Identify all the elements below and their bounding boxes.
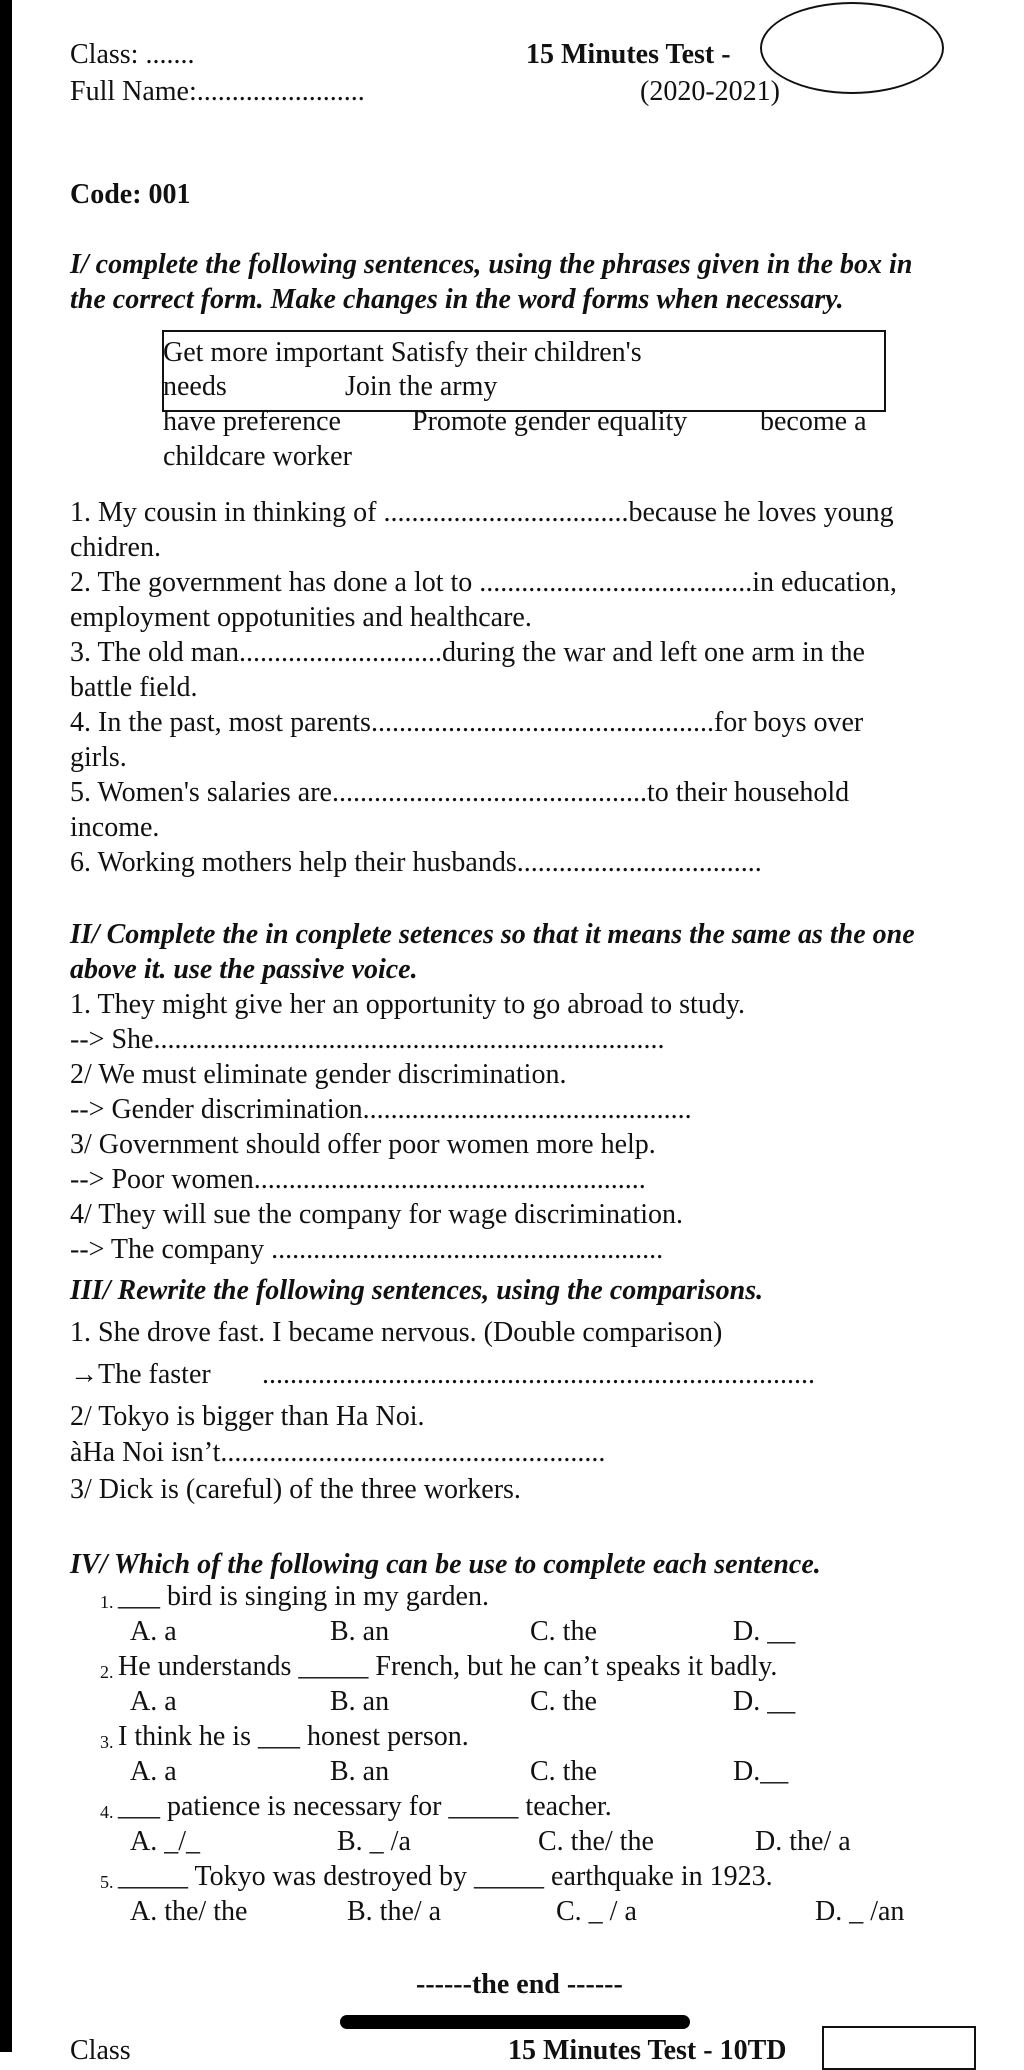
mc-q3-number: 3. [100,1732,114,1752]
mc-q1-option-a: A. a [130,1616,177,1647]
part2-q4: 4/ They will sue the company for wage discrimination. [70,1199,684,1230]
part1-q4-cont: girls. [70,742,127,773]
part2-instruction-line1: II/ Complete the in conplete setences so that it means the same as the one [70,919,915,950]
part2-a1: --> She......................................................................... [70,1024,665,1055]
mc-q2-text: He understands _____ French, but he can’t speaks it badly. [118,1651,778,1682]
part1-instruction-line2: the correct form. Make changes in the word forms when necessary. [70,284,844,315]
mc-q1-text: ___ bird is singing in my garden. [118,1581,489,1612]
mc-q2-number: 2. [100,1662,114,1682]
next-page-score-box [822,2026,976,2070]
part1-q3: 3. The old man.............................during the war and left one arm in the [70,637,865,668]
part2-a3: --> Poor women........................................................ [70,1164,646,1195]
mc-q3-option-c: C. the [530,1756,597,1787]
part3-q3: 3/ Dick is (careful) of the three workers. [70,1474,521,1505]
mc-q5-option-c: C. _ / a [556,1896,637,1927]
part1-q3-cont: battle field. [70,672,198,703]
phrase-below-3: become a [760,406,867,437]
part3-instruction: III/ Rewrite the following sentences, using the comparisons. [70,1275,764,1306]
the-end: ------the end ------ [416,1969,623,2000]
part1-q1: 1. My cousin in thinking of ...................................because he loves young [70,497,894,528]
part2-q1: 1. They might give her an opportunity to go abroad to study. [70,989,746,1020]
mc-q1-option-d: D. __ [733,1616,796,1647]
mc-q3-option-b: B. an [330,1756,390,1787]
part3-q2: 2/ Tokyo is bigger than Ha Noi. [70,1401,425,1432]
next-page-class-peek: Class [70,2035,131,2066]
phrase-box-line2b: Join the army [345,371,498,402]
part3-q1: 1. She drove fast. I became nervous. (Double comparison) [70,1317,723,1348]
part3-a1-start: →The faster [70,1359,211,1390]
part1-q5: 5. Women's salaries are.............................................to their household [70,777,850,808]
part3-a2: àHa Noi isn’t....................................................... [70,1437,606,1468]
phrase-box-line1: Get more important Satisfy their children's [163,337,642,368]
next-page-title-peek: 15 Minutes Test - 10TD [508,2035,787,2066]
mc-q4-option-b: B. _ /a [337,1826,411,1857]
mc-q2-option-c: C. the [530,1686,597,1717]
part1-q1-cont: chidren. [70,532,161,563]
mc-q5-option-a: A. the/ the [130,1896,248,1927]
part1-q4: 4. In the past, most parents.................................................for boys over [70,707,864,738]
phrase-below-1: have preference [163,406,341,437]
scroll-indicator[interactable] [340,2015,690,2029]
mc-q1-option-c: C. the [530,1616,597,1647]
part2-instruction-line2: above it. use the passive voice. [70,954,418,985]
mc-q5-option-d: D. _ /an [815,1896,905,1927]
test-title: 15 Minutes Test - [526,39,731,70]
mc-q5-option-b: B. the/ a [347,1896,442,1927]
part1-q6: 6. Working mothers help their husbands................................... [70,847,762,878]
test-code: Code: 001 [70,179,191,210]
score-oval [760,2,944,94]
class-label: Class: ....... [70,39,195,70]
mc-q4-option-a: A. _/_ [130,1826,200,1857]
part3-a1-dots: ............................................................................... [262,1359,815,1390]
mc-q4-option-d: D. the/ a [755,1826,851,1857]
mc-q2-option-a: A. a [130,1686,177,1717]
mc-q2-option-b: B. an [330,1686,390,1717]
mc-q3-option-a: A. a [130,1756,177,1787]
mc-q4-number: 4. [100,1802,114,1822]
part1-instruction-line1: I/ complete the following sentences, using the phrases given in the box in [70,249,913,280]
mc-q5-number: 5. [100,1872,114,1892]
mc-q4-option-c: C. the/ the [538,1826,654,1857]
part1-q2-cont: employment oppotunities and healthcare. [70,602,532,633]
part1-q5-cont: income. [70,812,160,843]
mc-q5-text: _____ Tokyo was destroyed by _____ earthquake in 1923. [118,1861,773,1892]
left-edge-bar [0,0,12,2052]
part2-a4: --> The company ........................................................ [70,1234,664,1265]
part1-q2: 2. The government has done a lot to .......................................in education, [70,567,897,598]
phrase-below-2: Promote gender equality [412,406,688,437]
mc-q1-option-b: B. an [330,1616,390,1647]
phrase-below-4: childcare worker [163,441,352,472]
school-year: (2020-2021) [640,76,780,107]
full-name-label: Full Name:........................ [70,76,365,107]
mc-q3-text: I think he is ___ honest person. [118,1721,469,1752]
mc-q4-text: ___ patience is necessary for _____ teacher. [118,1791,612,1822]
phrase-box-line2a: needs [163,371,227,402]
mc-q3-option-d: D.__ [733,1756,789,1787]
part4-instruction: IV/ Which of the following can be use to complete each sentence. [70,1549,821,1580]
mc-q1-number: 1. [100,1592,114,1612]
part2-q2: 2/ We must eliminate gender discrimination. [70,1059,567,1090]
part2-q3: 3/ Government should offer poor women more help. [70,1129,656,1160]
mc-q2-option-d: D. __ [733,1686,796,1717]
part2-a2: --> Gender discrimination............................................... [70,1094,692,1125]
